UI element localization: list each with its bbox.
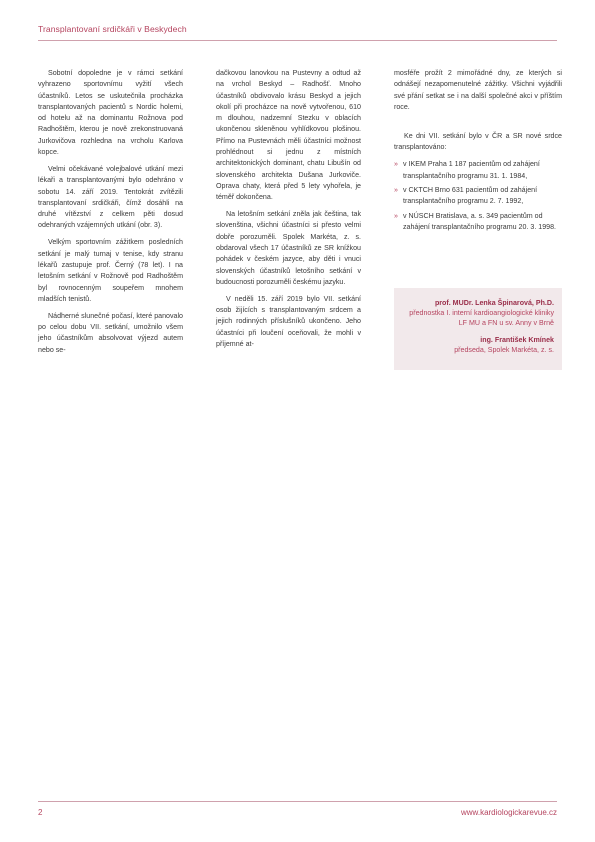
signature-1 [394,288,562,329]
signature-name: ing. František Kmínek [480,335,554,344]
paragraph: mosféře prožít 2 mimořádné dny, ze kterých si odnášejí nezapomenutelné zážitky. Všichni vyjádřili své přání setkat se i na další společné akci v příštím roce. [394,69,562,111]
footer-divider [38,801,557,802]
running-header-title: Transplantovaní srdičkáři v Beskydech [38,24,187,34]
signature-role: LF MU a FN u sv. Anny v Brně [458,319,554,328]
signature-role: předseda, Spolek Markéta, z. s. [454,345,554,354]
list-item [394,211,562,234]
list-item-text: v CKTCH Brno 631 pacientům od zahájení transplantačního programu 2. 7. 1992, [403,186,538,206]
paragraph: Ke dni VII. setkání bylo v ČR a SR nové srdce transplantováno: [394,132,562,152]
text-column-1 [38,68,183,362]
page-number: 2 [38,808,43,817]
signature-name: prof. MUDr. Lenka Špinarová, Ph.D. [434,299,554,307]
text-column-3 [394,68,562,237]
paragraph: Na letošním setkání zněla jak čeština, tak slovenština, všichni účastníci si přesto velmi dobře porozuměli. Spolek Markéta, z. s. obdaroval všech 17 účastníků ze SR knížkou pohádek v českém jazyce, aby děti i vnuci slovenských účastníků letošního setkání v budoucnosti porozuměli českému jazyku. [216,210,361,286]
list-item [394,185,562,208]
paragraph: dačkovou lanovkou na Pustevny a odtud až na vrchol Beskyd – Radhošť. Mnoho účastníků obdivovalo krásu Beskyd a jejich okolí při procházce na nově vytvořenou, 610 m dlouhou, nadzemní Stezku v oblacích ukončenou skleněnou vyhlídkovou plošinou. Přímo na Pustevnách měli účastníci možnost prohlédnout si jednu z místních architektonických dominant, chatu Libušín od slovenského architekta Dušana Jurkoviče. Oprava chaty, která před 5 lety vyhořela, je téměř dokončena. [216,69,361,202]
bullet-icon: » [394,186,398,195]
paragraph: Sobotní dopoledne je v rámci setkání vyhrazeno sportovnímu vyžití všech účastníků. Letos se uskutečnila procházka transplantovaných pacientů s Nordic holemi, od hotelu až na dominantu Rožnova pod Radhoštěm, kterou je nově zrekonstruovaná Jurkovičova rozhledna na vrcholu Karlova kopce. [38,69,183,157]
text-column-2 [216,68,361,356]
list-item-text: v IKEM Praha 1 187 pacientům od zahájení transplantačního programu 31. 1. 1984, [403,160,540,180]
list-item-text: v NÚSCH Bratislava, a. s. 349 pacientům od zahájení transplantačního programu 20. 3. 1998. [403,211,557,232]
list-item [394,159,562,182]
signature-2 [394,329,562,355]
paragraph: V neděli 15. září 2019 bylo VII. setkání osob žijících s transplantovaným srdcem a jejich rodinných příslušníků ukončeno. Jeho účastníci při loučení oceňovali, že mohli v příjemné at- [216,294,361,349]
transplant-centers-list [394,159,562,233]
footer-url: www.kardiologickarevue.cz [460,808,557,817]
bullet-icon: » [394,211,398,220]
header-divider [38,40,557,41]
paragraph: Nádherné slunečné počasí, které panovalo po celou dobu VII. setkání, umožnilo všem jeho účastníkům absolvovat výjezd autem nebo se- [38,311,183,354]
signature-box [394,288,562,370]
signature-role: přednostka I. interní kardioangiologické kliniky [409,309,554,318]
paragraph: Velmi očekávané volejbalové utkání mezi lékaři a transplantovanými bylo odehráno v sobotu 14. září 2019. Tentokrát zvítězili transplantovaní srdičkáři, čímž dosáhli na druhé vítězství z celkem pěti dosud odehraných vzájemných utkání (obr. 3). [38,164,183,230]
bullet-icon: » [394,160,398,169]
paragraph: Velkým sportovním zážitkem posledních setkání je malý turnaj v tenise, kdy stranu lékařů zastupuje prof. Černý (78 let). I na letošním setkání v Rožnově pod Radhoštěm byl rovnocenným soupeřem mnohem mladších tenistů. [38,238,183,303]
